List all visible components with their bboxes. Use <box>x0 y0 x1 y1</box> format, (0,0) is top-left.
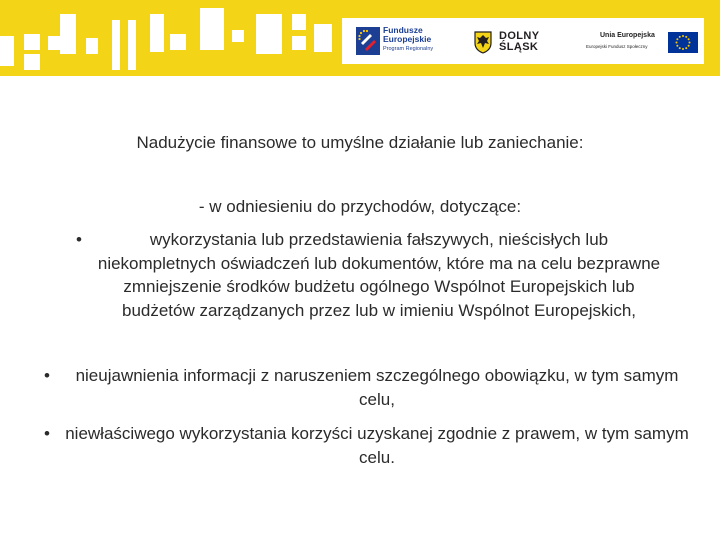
eu-flag-icon <box>668 32 698 53</box>
eagle-crest-icon <box>473 30 493 54</box>
logo-bar <box>342 18 704 64</box>
bullet-item <box>76 228 666 322</box>
decor-square <box>292 14 306 30</box>
eu-logo-title: Unia Europejska <box>600 32 655 39</box>
bullet-item <box>44 364 694 411</box>
decor-square <box>200 8 224 50</box>
bullet-text: nieujawnienia informacji z naruszeniem szczególnego obowiązku, w tym samym celu, <box>75 366 679 409</box>
decor-square <box>128 20 136 70</box>
bullet-dot: • <box>76 230 82 249</box>
funds-logo-subtitle: Program Regionalny <box>383 46 434 52</box>
decor-square <box>86 38 98 54</box>
funds-logo-title: Fundusze Europejskie <box>383 25 432 44</box>
eu-logo-subtitle: Europejski Fundusz Społeczny <box>586 44 648 49</box>
decor-square <box>24 34 40 50</box>
bullet-dot: • <box>44 366 50 385</box>
decor-square <box>60 14 76 54</box>
decor-square <box>0 36 14 66</box>
bullet-text: wykorzystania lub przedstawienia fałszywych, nieścisłych lub niekompletnych oświadczeń lub dokumentów, które ma na celu bezprawne zmniejszenie środków budżetu ogólnego Wspólnot Europejskich lub budżetów zarządzanych przez lub w imieniu Wspólnot Europejskich, <box>97 230 661 320</box>
decor-square <box>256 14 282 54</box>
funds-logo-icon <box>356 27 380 55</box>
funds-logo <box>356 25 444 59</box>
region-logo-name: DOLNY ŚLĄSK <box>499 30 540 53</box>
decor-square <box>232 30 244 42</box>
intro-line: - w odniesieniu do przychodów, dotyczące: <box>198 197 522 216</box>
decor-square <box>170 34 186 50</box>
header-band <box>0 0 720 76</box>
slide-heading: Nadużycie finansowe to umyślne działanie lub zaniechanie: <box>136 133 584 152</box>
bullet-text: niewłaściwego wykorzystania korzyści uzyskanej zgodnie z prawem, w tym samym celu. <box>65 424 689 467</box>
decor-square <box>150 14 164 52</box>
bullet-dot: • <box>44 424 50 443</box>
decor-square <box>292 36 306 50</box>
bullet-item <box>44 422 694 469</box>
decor-square <box>24 54 40 70</box>
eu-logo <box>586 30 698 56</box>
region-logo <box>473 30 553 58</box>
decor-square <box>314 24 332 52</box>
decor-square <box>112 20 120 70</box>
